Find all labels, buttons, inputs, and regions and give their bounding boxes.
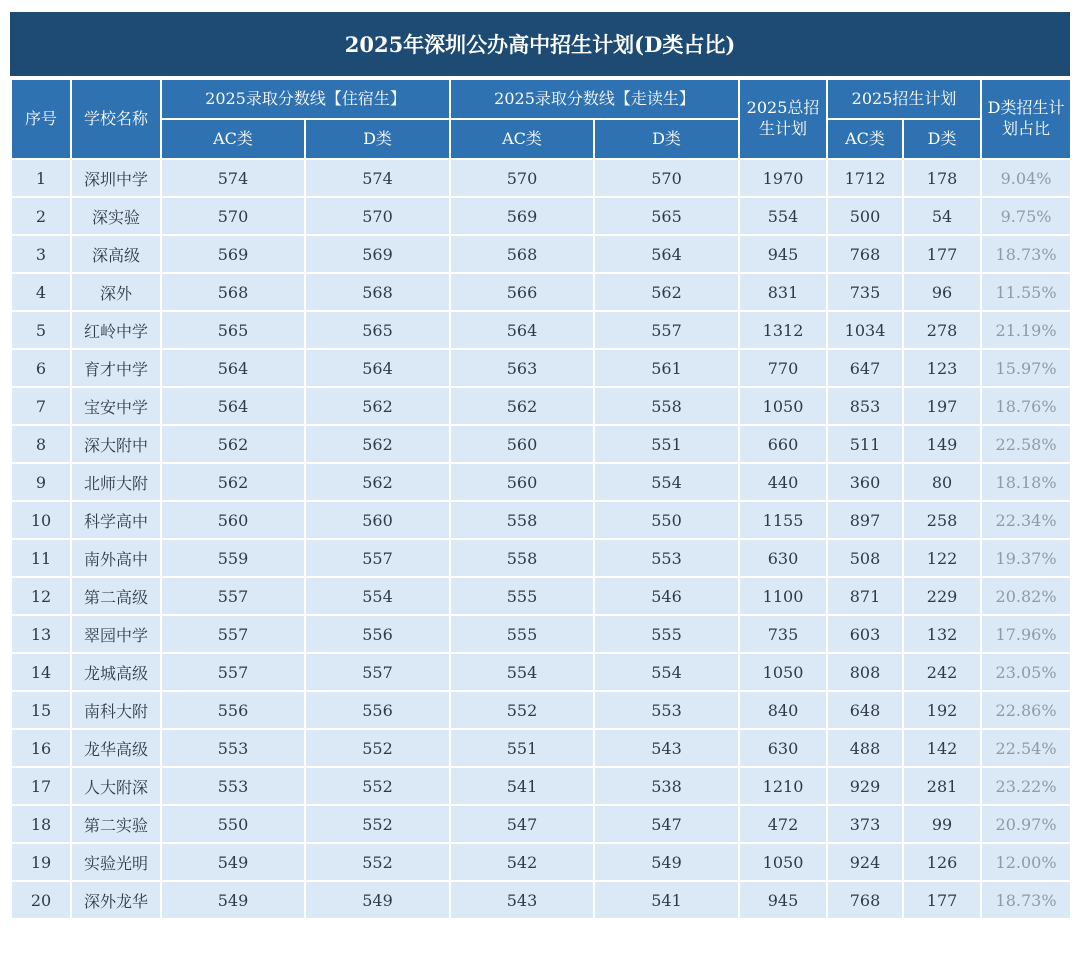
header-plan-d: D类: [903, 119, 981, 159]
cell-total: 660: [739, 425, 827, 463]
table-row: [11, 691, 1071, 729]
cell-total: 630: [739, 729, 827, 767]
cell-school: 龙华高级: [71, 729, 161, 767]
cell-school: 深圳中学: [71, 159, 161, 197]
table-title: 2025年深圳公办高中招生计划(D类占比): [10, 12, 1070, 76]
cell-day-d: 553: [594, 691, 739, 729]
table-row: [11, 273, 1071, 311]
cell-ratio: 9.75%: [981, 197, 1071, 235]
cell-ratio: 18.76%: [981, 387, 1071, 425]
cell-plan-ac: 508: [827, 539, 903, 577]
cell-plan-d: 122: [903, 539, 981, 577]
cell-plan-ac: 1712: [827, 159, 903, 197]
cell-boarding-ac: 574: [161, 159, 305, 197]
cell-boarding-d: 557: [305, 653, 450, 691]
table-row: [11, 805, 1071, 843]
cell-total: 1210: [739, 767, 827, 805]
cell-seq: 20: [11, 881, 71, 919]
cell-boarding-d: 574: [305, 159, 450, 197]
cell-plan-ac: 647: [827, 349, 903, 387]
cell-total: 1050: [739, 653, 827, 691]
cell-seq: 5: [11, 311, 71, 349]
cell-total: 472: [739, 805, 827, 843]
cell-seq: 13: [11, 615, 71, 653]
cell-boarding-ac: 562: [161, 425, 305, 463]
cell-plan-ac: 924: [827, 843, 903, 881]
cell-seq: 8: [11, 425, 71, 463]
cell-seq: 19: [11, 843, 71, 881]
cell-day-d: 570: [594, 159, 739, 197]
cell-day-ac: 558: [450, 539, 594, 577]
cell-boarding-d: 560: [305, 501, 450, 539]
header-day: 2025录取分数线【走读生】: [450, 79, 739, 119]
cell-total: 735: [739, 615, 827, 653]
cell-ratio: 21.19%: [981, 311, 1071, 349]
header-seq: 序号: [11, 79, 71, 159]
table-row: [11, 349, 1071, 387]
cell-day-ac: 563: [450, 349, 594, 387]
cell-boarding-d: 549: [305, 881, 450, 919]
cell-day-d: 546: [594, 577, 739, 615]
cell-boarding-d: 556: [305, 615, 450, 653]
cell-day-ac: 568: [450, 235, 594, 273]
cell-total: 1100: [739, 577, 827, 615]
cell-seq: 9: [11, 463, 71, 501]
cell-day-d: 554: [594, 463, 739, 501]
table-row: [11, 729, 1071, 767]
table-row: [11, 501, 1071, 539]
cell-seq: 6: [11, 349, 71, 387]
table-row: [11, 159, 1071, 197]
cell-boarding-ac: 560: [161, 501, 305, 539]
cell-total: 945: [739, 881, 827, 919]
cell-boarding-ac: 565: [161, 311, 305, 349]
cell-ratio: 12.00%: [981, 843, 1071, 881]
cell-ratio: 9.04%: [981, 159, 1071, 197]
cell-day-d: 547: [594, 805, 739, 843]
cell-day-d: 561: [594, 349, 739, 387]
table-row: [11, 235, 1071, 273]
cell-day-d: 551: [594, 425, 739, 463]
cell-school: 深实验: [71, 197, 161, 235]
cell-ratio: 11.55%: [981, 273, 1071, 311]
cell-day-ac: 564: [450, 311, 594, 349]
table-row: [11, 539, 1071, 577]
cell-day-ac: 558: [450, 501, 594, 539]
cell-day-d: 549: [594, 843, 739, 881]
cell-plan-d: 229: [903, 577, 981, 615]
header-total: 2025总招生计划: [739, 79, 827, 159]
cell-total: 630: [739, 539, 827, 577]
cell-day-d: 557: [594, 311, 739, 349]
cell-plan-d: 80: [903, 463, 981, 501]
cell-plan-d: 192: [903, 691, 981, 729]
cell-boarding-d: 562: [305, 387, 450, 425]
cell-day-d: 554: [594, 653, 739, 691]
cell-total: 1970: [739, 159, 827, 197]
cell-seq: 17: [11, 767, 71, 805]
cell-plan-ac: 648: [827, 691, 903, 729]
cell-boarding-d: 556: [305, 691, 450, 729]
cell-day-ac: 543: [450, 881, 594, 919]
cell-day-d: 558: [594, 387, 739, 425]
table-row: [11, 463, 1071, 501]
table-row: [11, 425, 1071, 463]
cell-boarding-d: 562: [305, 425, 450, 463]
cell-boarding-d: 568: [305, 273, 450, 311]
cell-plan-d: 177: [903, 235, 981, 273]
cell-boarding-d: 562: [305, 463, 450, 501]
cell-plan-ac: 808: [827, 653, 903, 691]
cell-ratio: 18.18%: [981, 463, 1071, 501]
cell-plan-ac: 897: [827, 501, 903, 539]
cell-boarding-ac: 564: [161, 349, 305, 387]
cell-boarding-ac: 550: [161, 805, 305, 843]
cell-plan-d: 132: [903, 615, 981, 653]
cell-boarding-ac: 562: [161, 463, 305, 501]
cell-school: 深大附中: [71, 425, 161, 463]
header-plan: 2025招生计划: [827, 79, 981, 119]
cell-seq: 12: [11, 577, 71, 615]
cell-total: 1312: [739, 311, 827, 349]
cell-day-d: 550: [594, 501, 739, 539]
cell-boarding-ac: 557: [161, 615, 305, 653]
cell-day-ac: 569: [450, 197, 594, 235]
cell-boarding-d: 557: [305, 539, 450, 577]
cell-plan-ac: 500: [827, 197, 903, 235]
cell-plan-d: 242: [903, 653, 981, 691]
cell-boarding-d: 569: [305, 235, 450, 273]
cell-day-ac: 554: [450, 653, 594, 691]
cell-school: 宝安中学: [71, 387, 161, 425]
table-row: [11, 881, 1071, 919]
cell-plan-d: 178: [903, 159, 981, 197]
cell-plan-d: 197: [903, 387, 981, 425]
cell-day-ac: 547: [450, 805, 594, 843]
cell-day-ac: 555: [450, 577, 594, 615]
cell-plan-ac: 853: [827, 387, 903, 425]
cell-ratio: 20.82%: [981, 577, 1071, 615]
cell-plan-ac: 871: [827, 577, 903, 615]
cell-boarding-ac: 549: [161, 843, 305, 881]
header-ratio: D类招生计划占比: [981, 79, 1071, 159]
cell-day-ac: 566: [450, 273, 594, 311]
header-boarding: 2025录取分数线【住宿生】: [161, 79, 450, 119]
cell-ratio: 23.05%: [981, 653, 1071, 691]
cell-seq: 2: [11, 197, 71, 235]
table-row: [11, 615, 1071, 653]
cell-school: 南外高中: [71, 539, 161, 577]
cell-total: 554: [739, 197, 827, 235]
table-row: [11, 767, 1071, 805]
cell-total: 840: [739, 691, 827, 729]
cell-plan-ac: 511: [827, 425, 903, 463]
cell-day-d: 538: [594, 767, 739, 805]
cell-ratio: 22.34%: [981, 501, 1071, 539]
cell-plan-d: 99: [903, 805, 981, 843]
header-plan-ac: AC类: [827, 119, 903, 159]
cell-school: 深外: [71, 273, 161, 311]
cell-seq: 15: [11, 691, 71, 729]
cell-seq: 14: [11, 653, 71, 691]
cell-boarding-d: 552: [305, 729, 450, 767]
cell-boarding-d: 570: [305, 197, 450, 235]
cell-plan-ac: 373: [827, 805, 903, 843]
cell-school: 南科大附: [71, 691, 161, 729]
cell-boarding-ac: 557: [161, 577, 305, 615]
cell-boarding-ac: 564: [161, 387, 305, 425]
cell-boarding-ac: 568: [161, 273, 305, 311]
cell-boarding-ac: 549: [161, 881, 305, 919]
cell-plan-ac: 1034: [827, 311, 903, 349]
cell-boarding-ac: 553: [161, 729, 305, 767]
admission-table: [10, 78, 1072, 920]
cell-plan-d: 54: [903, 197, 981, 235]
cell-boarding-d: 565: [305, 311, 450, 349]
cell-school: 人大附深: [71, 767, 161, 805]
table-row: [11, 197, 1071, 235]
cell-boarding-d: 552: [305, 843, 450, 881]
cell-total: 440: [739, 463, 827, 501]
table-row: [11, 653, 1071, 691]
cell-day-d: 541: [594, 881, 739, 919]
cell-day-ac: 560: [450, 463, 594, 501]
cell-day-d: 553: [594, 539, 739, 577]
cell-plan-d: 126: [903, 843, 981, 881]
cell-plan-d: 177: [903, 881, 981, 919]
cell-day-d: 555: [594, 615, 739, 653]
cell-school: 深高级: [71, 235, 161, 273]
cell-plan-d: 281: [903, 767, 981, 805]
cell-boarding-ac: 556: [161, 691, 305, 729]
cell-plan-d: 96: [903, 273, 981, 311]
cell-boarding-ac: 557: [161, 653, 305, 691]
cell-plan-ac: 768: [827, 881, 903, 919]
table-row: [11, 843, 1071, 881]
cell-ratio: 15.97%: [981, 349, 1071, 387]
header-day-ac: AC类: [450, 119, 594, 159]
cell-school: 北师大附: [71, 463, 161, 501]
cell-ratio: 18.73%: [981, 235, 1071, 273]
cell-school: 第二高级: [71, 577, 161, 615]
cell-school: 育才中学: [71, 349, 161, 387]
cell-seq: 1: [11, 159, 71, 197]
cell-day-ac: 541: [450, 767, 594, 805]
table-body: [11, 159, 1071, 919]
cell-boarding-d: 552: [305, 805, 450, 843]
cell-day-ac: 551: [450, 729, 594, 767]
cell-school: 龙城高级: [71, 653, 161, 691]
cell-ratio: 20.97%: [981, 805, 1071, 843]
cell-total: 1155: [739, 501, 827, 539]
cell-total: 1050: [739, 843, 827, 881]
cell-boarding-ac: 570: [161, 197, 305, 235]
cell-boarding-d: 552: [305, 767, 450, 805]
cell-plan-ac: 603: [827, 615, 903, 653]
cell-total: 1050: [739, 387, 827, 425]
cell-boarding-d: 564: [305, 349, 450, 387]
table-row: [11, 387, 1071, 425]
cell-school: 红岭中学: [71, 311, 161, 349]
cell-ratio: 22.58%: [981, 425, 1071, 463]
cell-total: 945: [739, 235, 827, 273]
cell-school: 深外龙华: [71, 881, 161, 919]
cell-boarding-d: 554: [305, 577, 450, 615]
cell-day-d: 565: [594, 197, 739, 235]
cell-ratio: 17.96%: [981, 615, 1071, 653]
cell-school: 第二实验: [71, 805, 161, 843]
cell-plan-ac: 360: [827, 463, 903, 501]
cell-seq: 18: [11, 805, 71, 843]
cell-plan-ac: 488: [827, 729, 903, 767]
cell-day-ac: 552: [450, 691, 594, 729]
cell-total: 770: [739, 349, 827, 387]
cell-plan-d: 142: [903, 729, 981, 767]
cell-ratio: 22.54%: [981, 729, 1071, 767]
table-row: [11, 311, 1071, 349]
table-row: [11, 577, 1071, 615]
cell-plan-d: 278: [903, 311, 981, 349]
cell-seq: 16: [11, 729, 71, 767]
cell-plan-d: 258: [903, 501, 981, 539]
cell-ratio: 18.73%: [981, 881, 1071, 919]
cell-plan-d: 149: [903, 425, 981, 463]
header-school: 学校名称: [71, 79, 161, 159]
cell-plan-ac: 735: [827, 273, 903, 311]
cell-boarding-ac: 553: [161, 767, 305, 805]
cell-total: 831: [739, 273, 827, 311]
cell-day-ac: 570: [450, 159, 594, 197]
cell-school: 科学高中: [71, 501, 161, 539]
header-day-d: D类: [594, 119, 739, 159]
cell-plan-ac: 768: [827, 235, 903, 273]
cell-school: 实验光明: [71, 843, 161, 881]
cell-seq: 10: [11, 501, 71, 539]
cell-day-d: 543: [594, 729, 739, 767]
cell-seq: 4: [11, 273, 71, 311]
cell-seq: 3: [11, 235, 71, 273]
cell-day-ac: 555: [450, 615, 594, 653]
cell-boarding-ac: 559: [161, 539, 305, 577]
header-boarding-ac: AC类: [161, 119, 305, 159]
cell-seq: 11: [11, 539, 71, 577]
cell-day-ac: 562: [450, 387, 594, 425]
cell-seq: 7: [11, 387, 71, 425]
cell-boarding-ac: 569: [161, 235, 305, 273]
cell-school: 翠园中学: [71, 615, 161, 653]
cell-plan-ac: 929: [827, 767, 903, 805]
cell-plan-d: 123: [903, 349, 981, 387]
header-boarding-d: D类: [305, 119, 450, 159]
cell-day-ac: 560: [450, 425, 594, 463]
cell-day-d: 564: [594, 235, 739, 273]
cell-ratio: 19.37%: [981, 539, 1071, 577]
cell-day-d: 562: [594, 273, 739, 311]
cell-ratio: 22.86%: [981, 691, 1071, 729]
cell-day-ac: 542: [450, 843, 594, 881]
cell-ratio: 23.22%: [981, 767, 1071, 805]
